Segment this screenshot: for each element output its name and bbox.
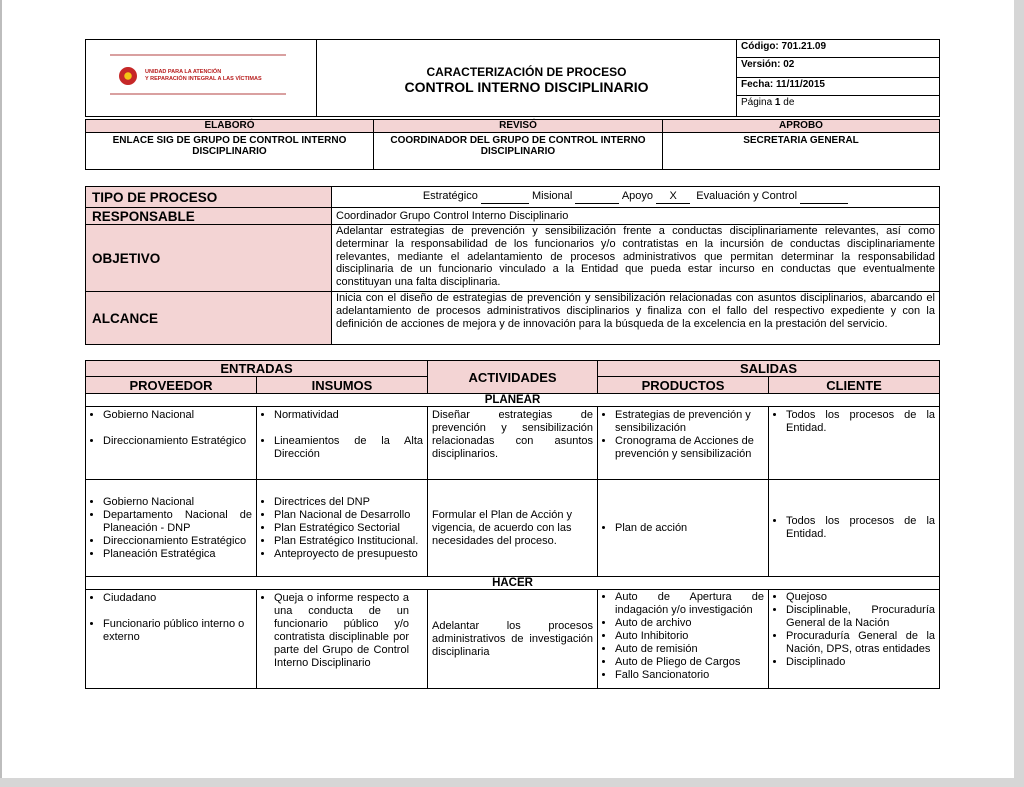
list-item: • Auto Inhibitorio: [615, 630, 764, 643]
row2-productos: [598, 480, 769, 577]
list-item: • Direccionamiento Estratégico: [103, 435, 252, 448]
window-bottom-edge: [0, 778, 1024, 787]
codigo-field: Código: 701.21.09: [737, 40, 940, 58]
list-item: • Normatividad: [274, 409, 423, 422]
pagina-suffix: de: [780, 97, 795, 109]
tipo-proceso-label: TIPO DE PROCESO: [86, 187, 332, 208]
coat-of-arms-icon: [119, 67, 137, 85]
list-item: • Gobierno Nacional: [103, 409, 252, 422]
list-item: • Ciudadano: [103, 592, 252, 605]
objetivo-label: OBJETIVO: [86, 225, 332, 292]
productos-header: PRODUCTOS: [598, 377, 769, 394]
list-item: • Procuraduría General de la Nación, DPS, otras entidades: [786, 630, 935, 656]
row3-cliente: [769, 590, 940, 689]
list-item: • Plan de acción: [615, 522, 764, 535]
reviso-header: REVISÓ: [374, 120, 663, 133]
list-item: • Disciplinado: [786, 656, 935, 669]
list-item: • Directrices del DNP: [274, 496, 423, 509]
row1-productos: [598, 407, 769, 480]
tipo-apoyo-mark: X: [656, 190, 690, 204]
row2-insumos: [257, 480, 428, 577]
list-item: • Plan Estratégico Institucional.: [274, 535, 423, 548]
tipo-evaluacion: Evaluación y Control: [696, 190, 798, 203]
pagina-number: 1: [774, 97, 781, 109]
list-item: • Queja o informe respecto a una conducta de un funcionario público y/o contratista disciplinable por parte del Grupo de Control Interno Disciplinario: [274, 592, 409, 670]
process-info-table: [85, 186, 940, 345]
row1-insumos: [257, 407, 428, 480]
hacer-section: HACER: [86, 577, 940, 590]
tipo-apoyo: Apoyo: [621, 190, 654, 203]
reviso-value: COORDINADOR DEL GRUPO DE CONTROL INTERNO DISCIPLINARIO: [374, 133, 663, 170]
tipo-estrategico: Estratégico: [422, 190, 478, 203]
document-type-title: CARACTERIZACIÓN DE PROCESO: [426, 65, 627, 79]
insumos-header: INSUMOS: [257, 377, 428, 394]
list-item: • Funcionario público interno o externo: [103, 618, 252, 644]
process-title: CONTROL INTERNO DISCIPLINARIO: [404, 79, 649, 95]
row3-insumos: [257, 590, 428, 689]
salidas-header: SALIDAS: [598, 361, 940, 377]
window-left-edge: [0, 0, 2, 787]
tipo-proceso-value: [332, 187, 940, 208]
pagina-label: Página: [741, 97, 775, 109]
list-item: • Quejoso: [786, 591, 935, 604]
logo-text: [145, 69, 295, 83]
list-item: • Departamento Nacional de Planeación - DNP: [103, 509, 252, 535]
version-field: Versión: 02: [737, 58, 940, 78]
cliente-header: CLIENTE: [769, 377, 940, 394]
row2-actividad: Formular el Plan de Acción y vigencia, de acuerdo con las necesidades del proceso.: [428, 480, 598, 577]
list-item: • Plan Nacional de Desarrollo: [274, 509, 423, 522]
logo-text-line1: UNIDAD PARA LA ATENCIÓN: [145, 69, 222, 75]
tipo-evaluacion-blank: [800, 190, 848, 204]
row2-proveedor: [86, 480, 257, 577]
entradas-header: ENTRADAS: [86, 361, 428, 377]
tipo-misional: Misional: [531, 190, 573, 203]
row3-actividad: Adelantar los procesos administrativos de investigación disciplinaria: [428, 590, 598, 689]
list-item: • Gobierno Nacional: [103, 496, 252, 509]
planear-section: PLANEAR: [86, 394, 940, 407]
logo-bottom-rule: [110, 93, 286, 95]
list-item: • Todos los procesos de la Entidad.: [786, 515, 935, 541]
document-header: [85, 39, 940, 117]
tipo-estrategico-blank: [481, 190, 529, 204]
list-item: • Fallo Sancionatorio: [615, 669, 764, 682]
list-item: • Anteproyecto de presupuesto: [274, 548, 423, 561]
list-item: • Direccionamiento Estratégico: [103, 535, 252, 548]
approval-table: [85, 119, 940, 170]
list-item: • Cronograma de Acciones de prevención y sensibilización: [615, 435, 764, 461]
row3-proveedor: [86, 590, 257, 689]
list-item: • Disciplinable, Procuraduría General de la Nación: [786, 604, 935, 630]
list-item: • Estrategias de prevención y sensibilización: [615, 409, 764, 435]
responsable-label: RESPONSABLE: [86, 208, 332, 225]
list-item: • Plan Estratégico Sectorial: [274, 522, 423, 535]
list-item: • Auto de Pliego de Cargos: [615, 656, 764, 669]
elaboro-header: ELABORÓ: [86, 120, 374, 133]
logo-top-rule: [110, 54, 286, 56]
list-item: • Todos los procesos de la Entidad.: [786, 409, 935, 435]
elaboro-value: ENLACE SIG DE GRUPO DE CONTROL INTERNO DISCIPLINARIO: [86, 133, 374, 170]
alcance-value: Inicia con el diseño de estrategias de prevención y sensibilización relacionadas con asuntos disciplinarios, abarcando el adelantamiento de procesos administrativos disciplinarios y finaliza con el fallo del respectivo expediente y con la definición de acciones de mejora y de innovación para la búsqueda de la excelencia en la prestación del servicio.: [332, 292, 940, 345]
alcance-label: ALCANCE: [86, 292, 332, 345]
responsable-value: Coordinador Grupo Control Interno Disciplinario: [332, 208, 940, 225]
list-item: • Lineamientos de la Alta Dirección: [274, 435, 423, 461]
window-right-edge: [1014, 0, 1024, 787]
aprobo-value: SECRETARIA GENERAL: [663, 133, 940, 170]
fecha-field: Fecha: 11/11/2015: [737, 77, 940, 95]
row1-cliente: [769, 407, 940, 480]
aprobo-header: APROBO: [663, 120, 940, 133]
logo-cell: [86, 40, 317, 117]
list-item: • Auto de Apertura de indagación y/o investigación: [615, 591, 764, 617]
row2-cliente: [769, 480, 940, 577]
list-item: • Auto de remisión: [615, 643, 764, 656]
list-item: • Planeación Estratégica: [103, 548, 252, 561]
title-cell: [317, 40, 737, 117]
row3-productos: [598, 590, 769, 689]
proveedor-header: PROVEEDOR: [86, 377, 257, 394]
row1-proveedor: [86, 407, 257, 480]
actividades-header: ACTIVIDADES: [428, 361, 598, 394]
entity-logo: [86, 40, 316, 116]
pagina-field: [737, 96, 940, 117]
list-item: • Auto de archivo: [615, 617, 764, 630]
row1-actividad: Diseñar estrategias de prevención y sensibilización relacionadas con asuntos disciplinarios.: [428, 407, 598, 480]
tipo-misional-blank: [575, 190, 619, 204]
logo-text-line2: Y REPARACIÓN INTEGRAL A LAS VÍCTIMAS: [145, 76, 262, 82]
objetivo-value: Adelantar estrategias de prevención y sensibilización frente a conductas disciplinariamente relevantes, así como determinar la responsabilidad de los funcionarios y/o contratistas en la incursión de conductas disciplinariamente relevantes, mediante el adelantamiento de procesos administrativos que permitan determinar la responsabilidad disciplinaria de un funcionario vinculado a la Entidad que pueda estar incurso en conductas que eventualmente constituyan una falta disciplinaria.: [332, 225, 940, 292]
process-matrix: [85, 360, 940, 689]
